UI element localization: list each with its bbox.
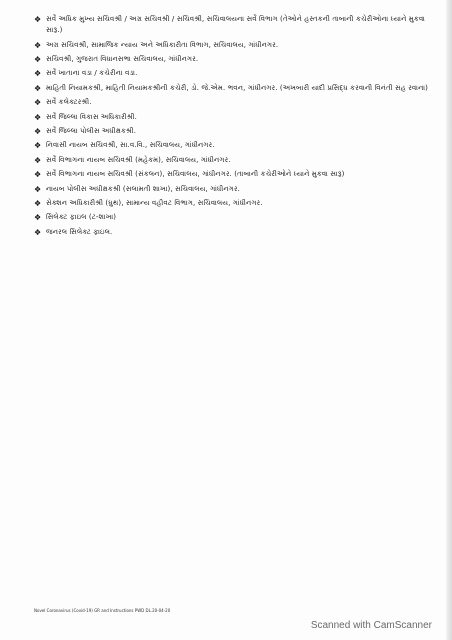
list-item: [34, 155, 429, 166]
list-item: [34, 14, 429, 37]
bullet-icon: ❖: [34, 127, 42, 137]
list-item-text: સર્વે ખાતાના વડા / કચેરીના વડા.: [46, 69, 138, 78]
list-item: [34, 169, 429, 180]
list-item-text: નિવાસી નાયબ સચિવશ્રી, સા.વ.વિ., સચિવાલય, ગાંધીનગર.: [46, 141, 215, 150]
bullet-icon: ❖: [34, 15, 42, 24]
list-item-text: સેક્શન અધિકારીશ્રી (ઘુથ), સામાન્ય વહીવટ વિભાગ, સચિવાલય, ગાંધીનગર.: [46, 198, 263, 207]
list-item: [34, 112, 429, 123]
bullet-icon: ❖: [34, 227, 42, 237]
list-item: [34, 198, 429, 209]
list-item-text: સર્વે જિલ્લા વિકાસ અધિકારીશ્રી.: [46, 112, 137, 121]
list-item-text: સિલેક્ટ ફાઇલ (ટ-શાખા): [46, 213, 117, 222]
list-item-text: સર્વે અધિક મુખ્ય સચિવશ્રી / અગ્ર સચિવશ્રી / સચિવશ્રી, સચિવાલયના સર્વે વિભાગ (તેઓને હસ્તકની તાબાની કચેરીઓના ધ્યાને મુકવા સારૂ.): [46, 15, 426, 35]
list-item-text: સચિવશ્રી, ગુજરાત વિધાનસભા સચિવાલય, ગાંધીનગર.: [46, 55, 199, 64]
list-item-text: જનરલ સિલેક્ટ ફાઇલ.: [46, 227, 113, 236]
list-item: [34, 140, 429, 151]
list-item: [34, 54, 429, 65]
bullet-icon: ❖: [34, 55, 42, 65]
bullet-icon: ❖: [34, 213, 42, 223]
list-item: [34, 40, 429, 51]
list-item: [34, 126, 429, 137]
list-item-text: નાયબ પોલીસ અધીક્ષકશ્રી (સલામતી શાખા), સચિવાલય, ગાંધીનગર.: [46, 184, 240, 193]
list-item-text: સર્વે વિભાગના નાયબ સચિવશ્રી (સંકલન), સચિવાલય, ગાંધીનગર. (તાબાની કચેરીઓને ધ્યાને મુકવા સારૂ): [46, 170, 345, 179]
bullet-icon: ❖: [34, 155, 42, 165]
bullet-icon: ❖: [34, 141, 42, 151]
list-item: [34, 227, 429, 238]
list-item-text: સર્વે કલેક્ટરશ્રી.: [46, 98, 92, 107]
list-item-text: સર્વે જિલ્લા પોલીસ અધીક્ષકશ્રી.: [46, 127, 137, 136]
bullet-icon: ❖: [34, 112, 42, 122]
bullet-icon: ❖: [34, 184, 42, 194]
camscanner-watermark: Scanned with CamScanner: [310, 620, 432, 631]
list-item: [34, 68, 429, 79]
list-item-text: માહિતી નિયામકશ્રી, માહિતી નિયામકશ્રીની કચેરી, ડો. જે.એમ. ભવન, ગાંધીનગર. (અખબારી યાદી પ્રસિદ્ધ કરવાની વિનંતી સહ રવાના): [46, 83, 428, 92]
page-edge-shadow: [446, 0, 452, 640]
distribution-list: [34, 14, 429, 241]
list-item-text: અગ્ર સચિવશ્રી, સામાજિક ન્યાય અને અધિકારીતા વિભાગ, સચિવાલય, ગાંધીનગર.: [46, 40, 279, 49]
list-item: [34, 83, 429, 94]
bullet-icon: ❖: [34, 83, 42, 93]
bullet-icon: ❖: [34, 198, 42, 208]
bullet-icon: ❖: [34, 170, 42, 180]
list-item: [34, 184, 429, 195]
list-item-text: સર્વે વિભાગના નાયબ સચિવશ્રી (મહેકમ), સચિવાલય, ગાંધીનગર.: [46, 155, 231, 164]
footer-note: Novel Coronavirus (Covid-19) GR and Instructions PWD DL.20-04-20: [34, 608, 171, 613]
bullet-icon: ❖: [34, 98, 42, 108]
list-item: [34, 97, 429, 108]
bullet-icon: ❖: [34, 69, 42, 79]
bullet-icon: ❖: [34, 40, 42, 50]
list-item: [34, 212, 429, 223]
